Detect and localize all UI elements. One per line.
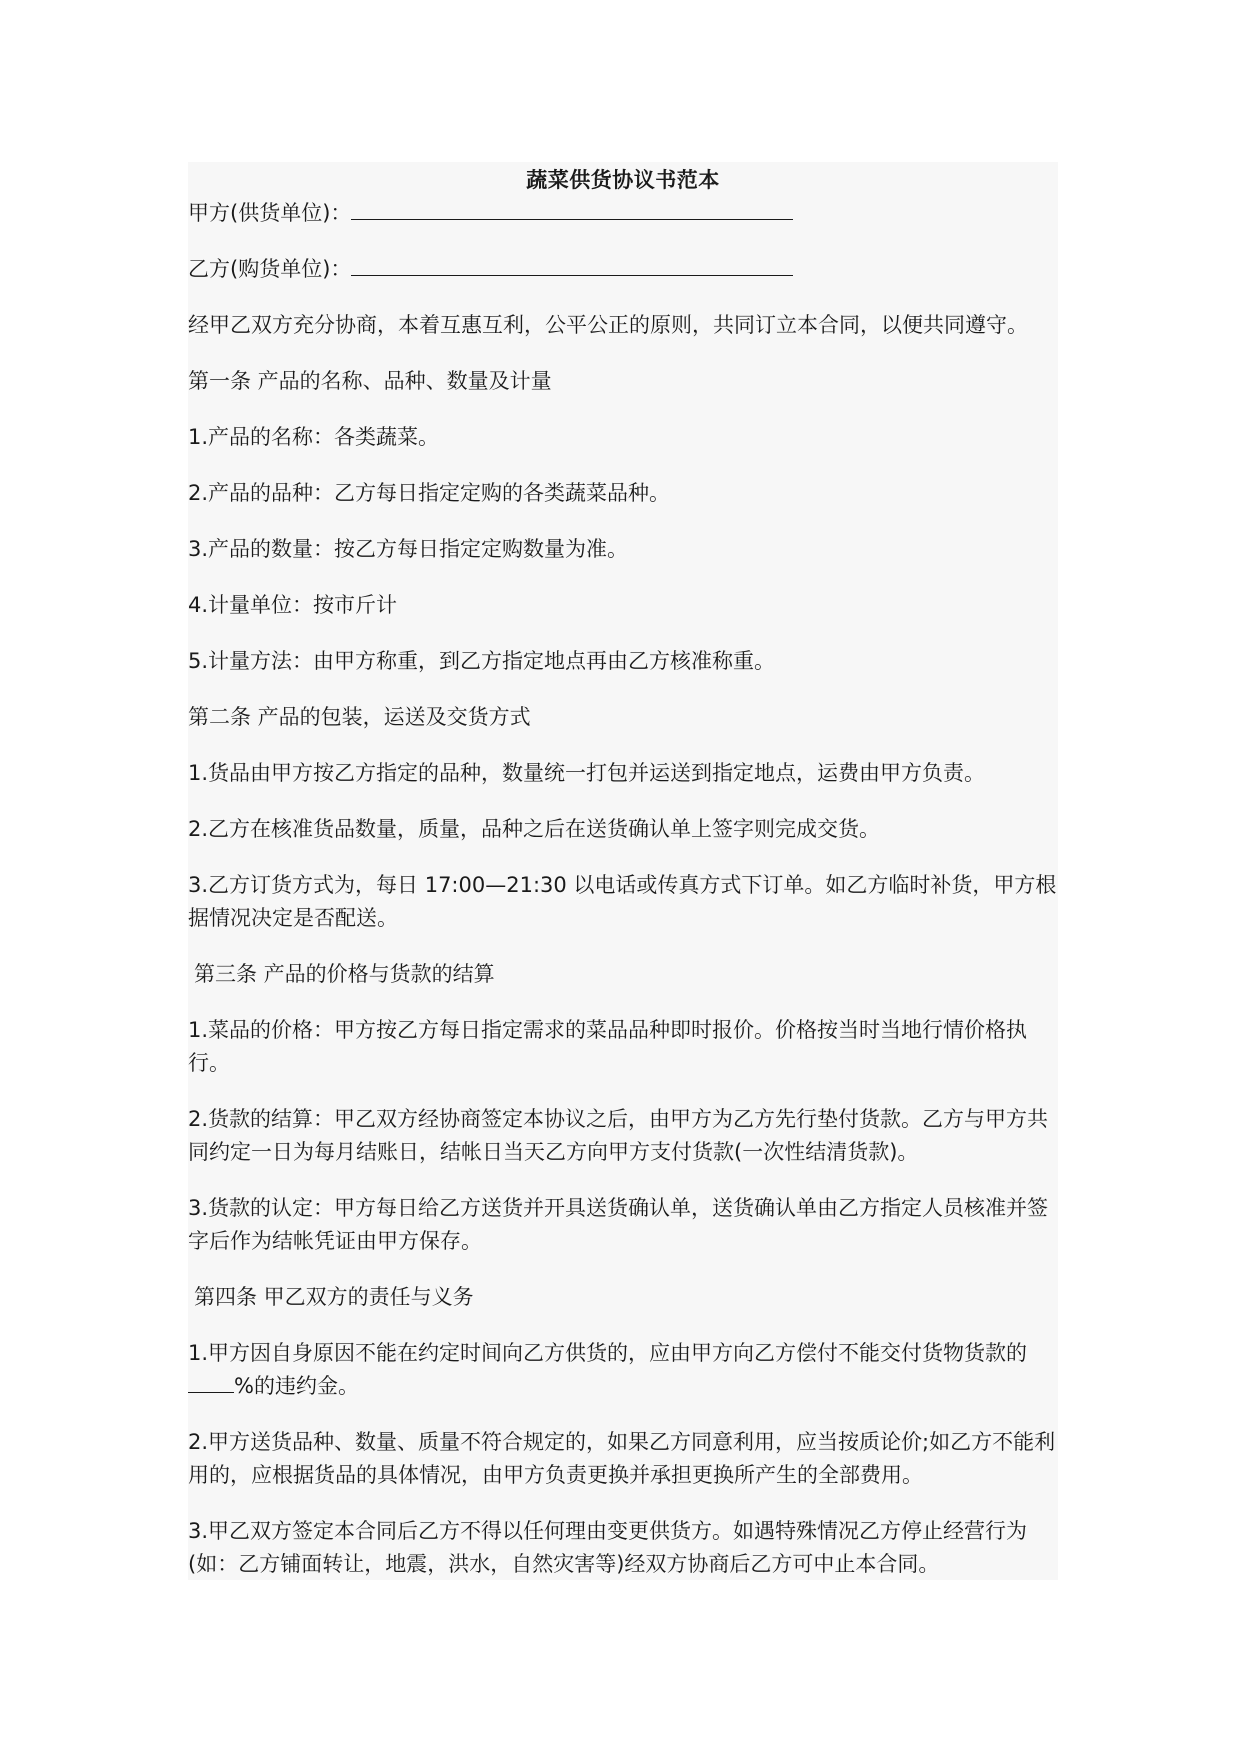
article4-item-3: 3.甲乙双方签定本合同后乙方不得以任何理由变更供货方。如遇特殊情况乙方停止经营行为(如：乙方铺面转让，地震，洪水，自然灾害等)经双方协商后乙方可中止本合同。	[188, 1519, 1028, 1576]
party-a-label: 甲方(供货单位)：	[188, 201, 352, 225]
article3-item-3: 3.货款的认定：甲方每日给乙方送货并开具送货确认单，送货确认单由乙方指定人员核准并签字后作为结帐凭证由甲方保存。	[188, 1196, 1049, 1253]
party-a-line	[188, 197, 1058, 230]
article3-item-2: 2.货款的结算：甲乙双方经协商签定本协议之后，由甲方为乙方先行垫付货款。乙方与甲方共同约定一日为每月结账日，结帐日当天乙方向甲方支付货款(一次性结清货款)。	[188, 1107, 1049, 1164]
article4-item-1	[188, 1337, 1058, 1403]
article4-item-1-before: 1.甲方因自身原因不能在约定时间向乙方供货的，应由甲方向乙方偿付不能交付货物货款的	[188, 1341, 1028, 1365]
article3-item-1: 1.菜品的价格：甲方按乙方每日指定需求的菜品品种即时报价。价格按当时当地行情价格执行。	[188, 1018, 1028, 1075]
article1-item-5: 5.计量方法：由甲方称重，到乙方指定地点再由乙方核准称重。	[188, 649, 776, 673]
article2-item-1: 1.货品由甲方按乙方指定的品种，数量统一打包并运送到指定地点，运费由甲方负责。	[188, 761, 986, 785]
article1-item-1: 1.产品的名称：各类蔬菜。	[188, 425, 440, 449]
article2-item-3: 3.乙方订货方式为，每日 17:00—21:30 以电话或传真方式下订单。如乙方临时补货，甲方根据情况决定是否配送。	[188, 873, 1057, 930]
article4-item-2: 2.甲方送货品种、数量、质量不符合规定的，如果乙方同意利用，应当按质论价;如乙方不能利用的，应根据货品的具体情况，由甲方负责更换并承担更换所产生的全部费用。	[188, 1430, 1056, 1487]
penalty-percent-blank	[188, 1370, 234, 1393]
article1-item-2: 2.产品的品种：乙方每日指定定购的各类蔬菜品种。	[188, 481, 671, 505]
intro-paragraph: 经甲乙双方充分协商，本着互惠互利，公平公正的原则，共同订立本合同，以便共同遵守。	[188, 313, 1028, 337]
article3-heading: 第三条 产品的价格与货款的结算	[194, 962, 495, 986]
article4-heading: 第四条 甲乙双方的责任与义务	[194, 1285, 474, 1309]
article1-heading: 第一条 产品的名称、品种、数量及计量	[188, 369, 552, 393]
party-b-label: 乙方(购货单位)：	[188, 257, 352, 281]
article1-item-4: 4.计量单位：按市斤计	[188, 593, 398, 617]
document-title: 蔬菜供货协议书范本	[526, 168, 720, 192]
article4-item-1-after: %的违约金。	[234, 1374, 359, 1398]
contract-document	[188, 162, 1058, 1580]
article2-item-2: 2.乙方在核准货品数量，质量，品种之后在送货确认单上签字则完成交货。	[188, 817, 881, 841]
party-b-blank	[351, 253, 793, 276]
party-a-blank	[351, 197, 793, 220]
article2-heading: 第二条 产品的包装，运送及交货方式	[188, 705, 531, 729]
article1-item-3: 3.产品的数量：按乙方每日指定定购数量为准。	[188, 537, 629, 561]
party-b-line	[188, 253, 1058, 286]
